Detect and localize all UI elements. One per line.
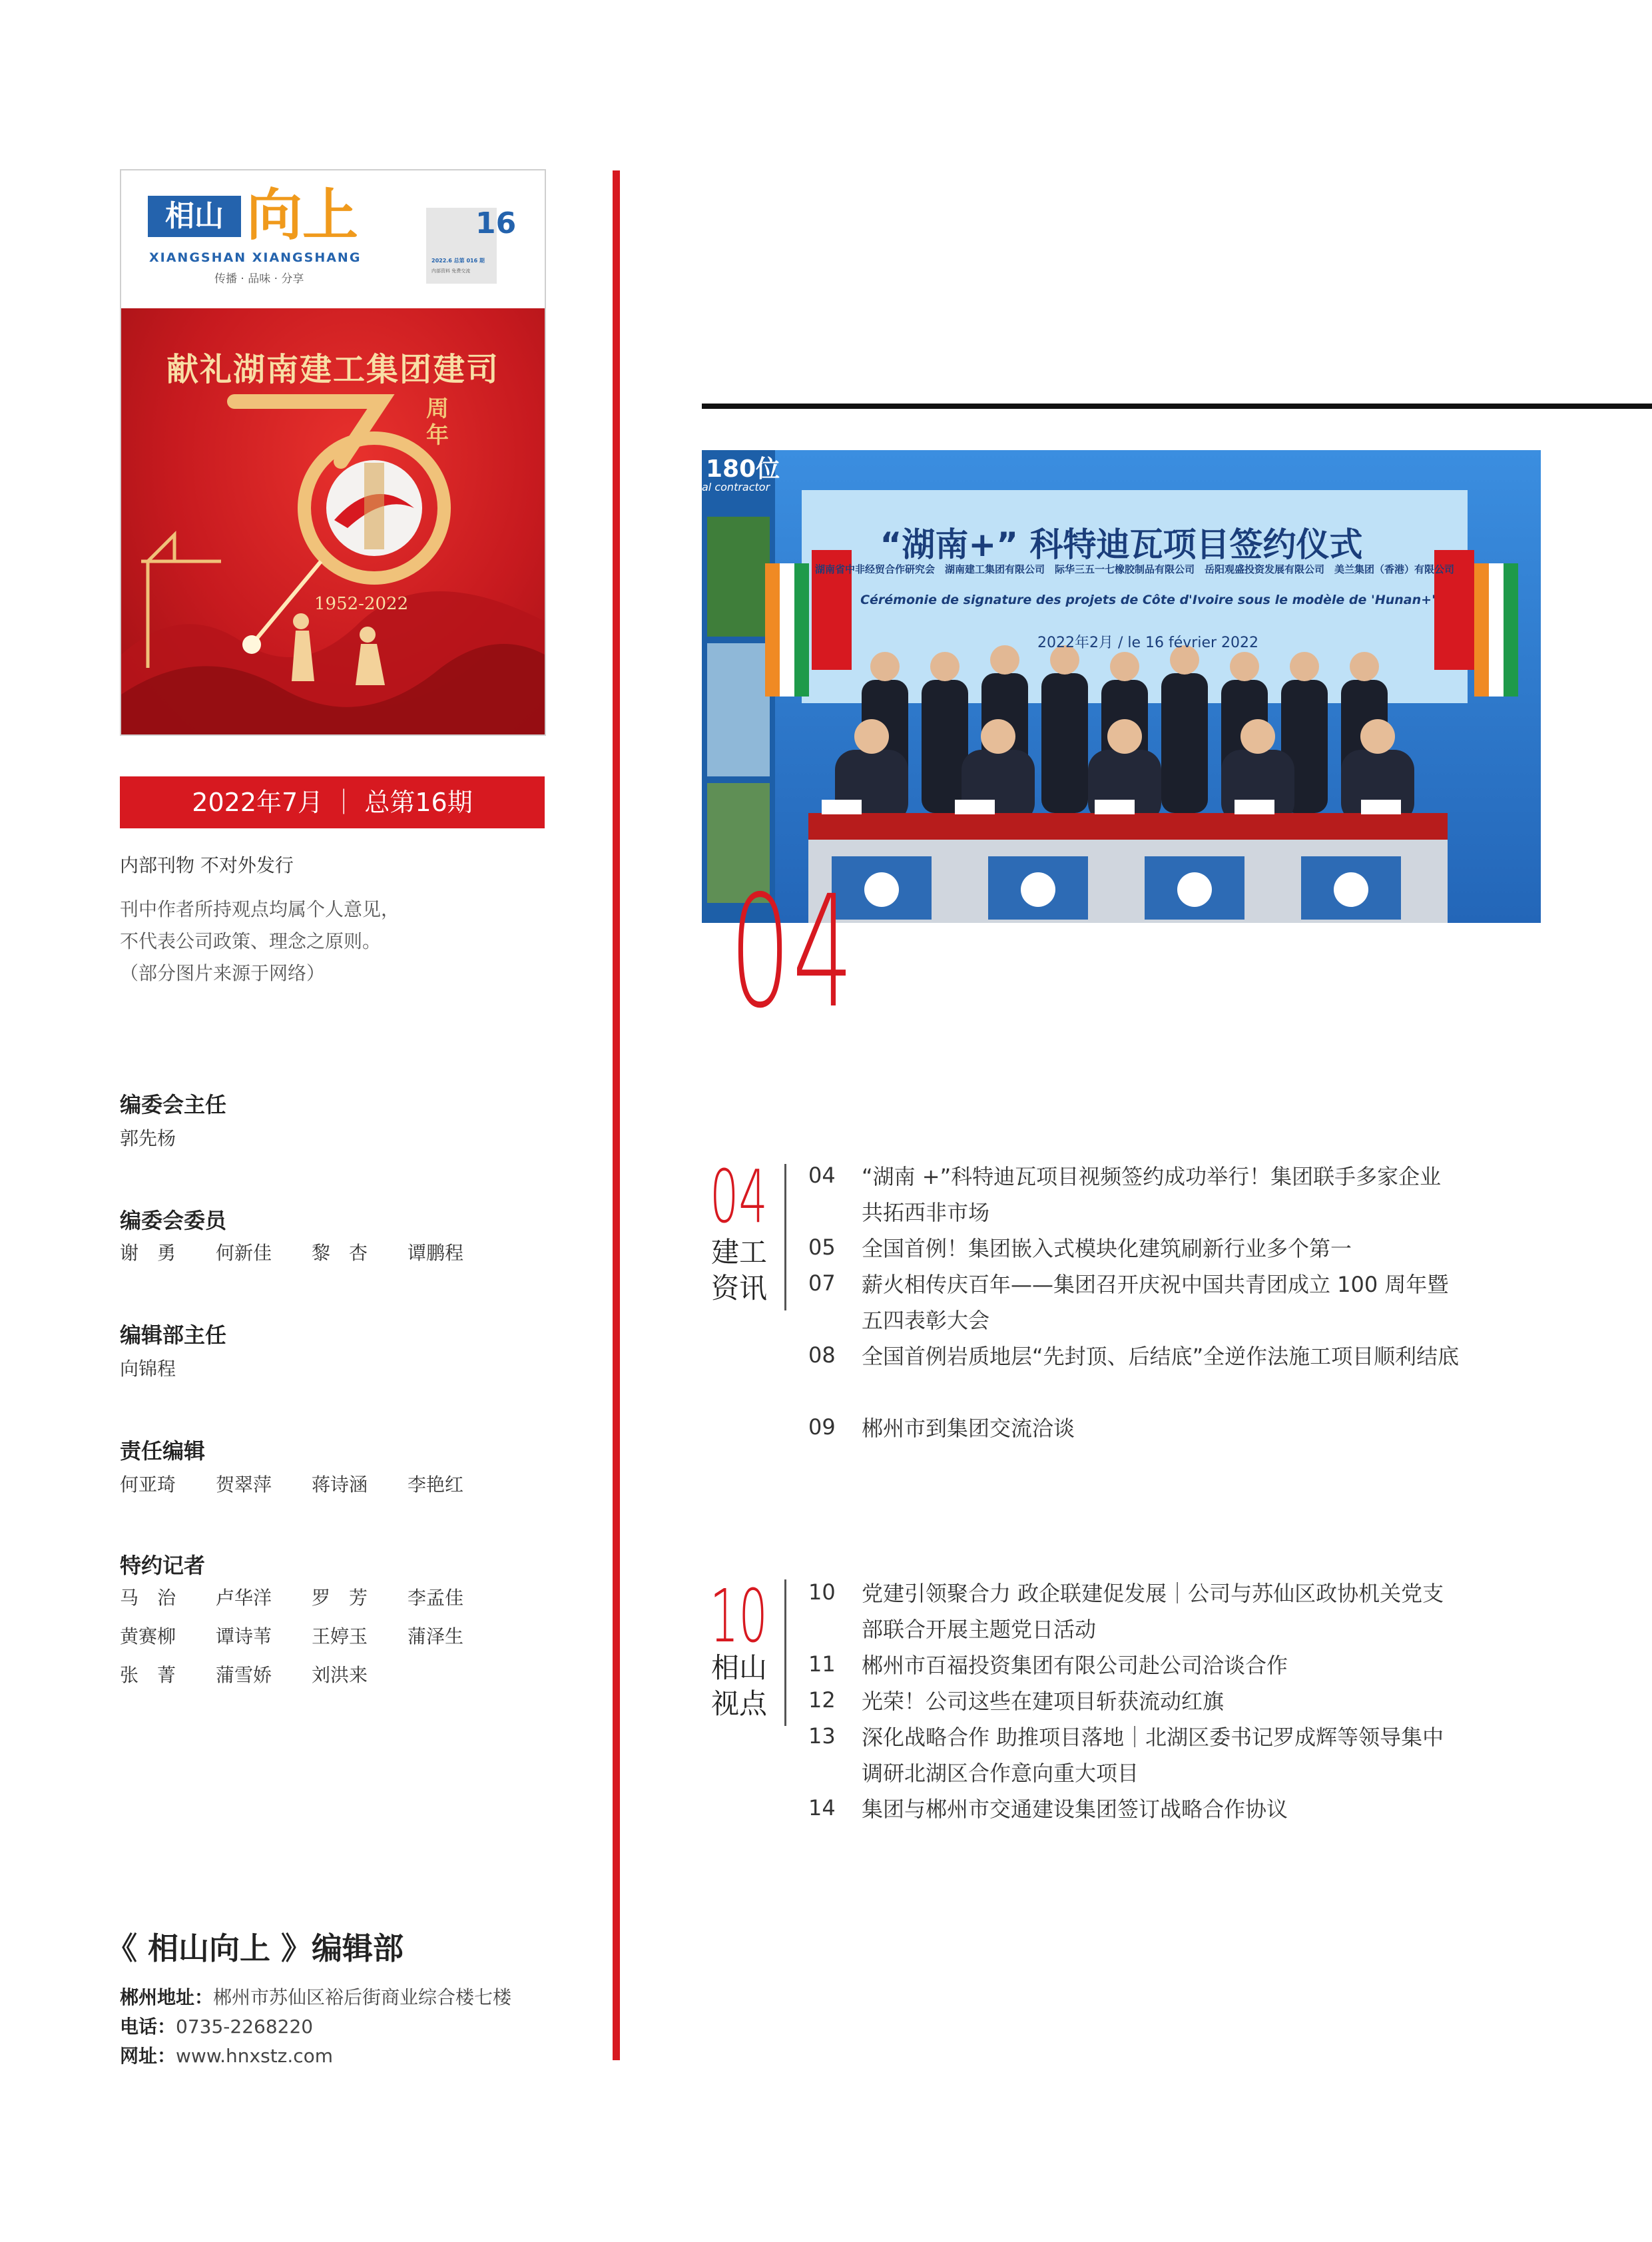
- editorial-name: 王婷玉: [312, 1625, 368, 1647]
- editorial-name: 向锦程: [120, 1358, 176, 1380]
- cover-anniversary-label: 周年: [426, 396, 449, 449]
- editorial-name: 李艳红: [408, 1474, 464, 1496]
- backdrop-title: “湖南+” 科特迪瓦项目签约仪式: [880, 525, 1363, 564]
- toc-entry[interactable]: 深化战略合作 助推项目落地｜北湖区委书记罗成辉等领导集中调研北湖区合作意向重大项目: [862, 1725, 1444, 1786]
- editorial-name: 黎 杏: [312, 1242, 368, 1264]
- editorial-name: 卢华洋: [216, 1587, 272, 1609]
- issue-date-bar: 2022年7月 ｜ 总第16期: [120, 776, 545, 828]
- cover-header: [121, 170, 545, 308]
- issue-number: 16: [475, 206, 517, 240]
- editorial-title: 编委会委员: [120, 1208, 227, 1233]
- toc-page: 10: [808, 1579, 836, 1605]
- editorial-name: 蒲泽生: [408, 1625, 464, 1647]
- toc-entry[interactable]: 全国首例！集团嵌入式模块化建筑刷新行业多个第一: [862, 1236, 1352, 1261]
- issue-note-small: 内部资料 免费交流: [431, 268, 471, 274]
- editorial-name: 谭鹏程: [408, 1242, 464, 1264]
- editorial-title: 编委会主任: [120, 1092, 227, 1117]
- editorial-title: 特约记者: [120, 1553, 206, 1578]
- cover-title: 献礼湖南建工集团建司: [166, 351, 499, 388]
- editorial-name: 何亚琦: [120, 1474, 176, 1496]
- contact-phone-label: 电话：: [120, 2016, 176, 2038]
- cover-years: 1952-2022: [314, 594, 409, 614]
- signing-ceremony-photo: [702, 450, 1541, 923]
- poster-caption: al contractor: [702, 481, 770, 493]
- section-name: 相山视点: [711, 1651, 768, 1720]
- section-number: 04: [710, 1154, 768, 1239]
- editorial-title: 责任编辑: [120, 1438, 206, 1464]
- backdrop-date: 2022年2月 / le 16 février 2022: [1037, 635, 1259, 651]
- backdrop-organizations: 湖南省中非经贸合作研究会 湖南建工集团有限公司 际华三五一七橡胶制品有限公司 岳阳观盛投资发展有限公司 美兰集团（香港）有限公司: [815, 563, 1455, 575]
- toc-page: 13: [808, 1723, 836, 1749]
- toc-page: 11: [808, 1651, 836, 1677]
- toc-page: 04: [808, 1163, 836, 1188]
- toc-page: 07: [808, 1270, 836, 1296]
- editorial-name: 谢 勇: [120, 1242, 176, 1264]
- toc-entry[interactable]: 郴州市百福投资集团有限公司赴公司洽谈合作: [862, 1653, 1288, 1678]
- disclaimer-line-3: （部分图片来源于网络）: [120, 962, 326, 984]
- contact-website-label: 网址：: [120, 2045, 176, 2067]
- section-number: 10: [710, 1573, 768, 1659]
- logo-blue: 相山: [148, 196, 241, 237]
- editorial-department: 《 相山向上 》编辑部: [107, 1930, 404, 1966]
- contact-website: [120, 2042, 333, 2068]
- disclaimer-line-2: 不代表公司政策、理念之原则。: [120, 930, 382, 952]
- contact-phone: [120, 2012, 313, 2039]
- contact-phone-value: 0735-2268220: [176, 2016, 314, 2038]
- editorial-name: 李孟佳: [408, 1587, 464, 1609]
- toc-entry[interactable]: 郴州市到集团交流洽谈: [862, 1416, 1075, 1441]
- editorial-name: 贺翠萍: [216, 1474, 272, 1496]
- toc-entry[interactable]: 光荣！公司这些在建项目斩获流动红旗: [862, 1689, 1225, 1714]
- contact-address-label: 郴州地址：: [120, 1986, 214, 2008]
- toc-page: 08: [808, 1342, 836, 1368]
- internal-notice: 内部刊物 不对外发行: [120, 854, 294, 876]
- logo-pinyin: XIANGSHAN XIANGSHANG: [149, 250, 362, 265]
- toc-entry[interactable]: 全国首例岩质地层“先封顶、后结底”全逆作法施工项目顺利结底: [862, 1344, 1460, 1369]
- disclaimer-line-1: 刊中作者所持观点均属个人意见，: [120, 898, 400, 920]
- toc-page: 05: [808, 1235, 836, 1260]
- toc-entry[interactable]: 党建引领聚合力 政企联建促发展｜公司与苏仙区政协机关党支部联合开展主题党日活动: [862, 1581, 1444, 1642]
- editorial-name: 何新佳: [216, 1242, 272, 1264]
- contact-address-value: 郴州市苏仙区裕后街商业综合楼七楼: [213, 1986, 512, 2008]
- toc-page: 12: [808, 1687, 836, 1713]
- issue-date-small: 2022.6 总第 016 期: [431, 258, 485, 264]
- poster-badge: 180位: [706, 455, 780, 483]
- featured-page-number: 04: [730, 862, 855, 1042]
- toc-entry[interactable]: “湖南 +”科特迪瓦项目视频签约成功举行！集团联手多家企业共拓西非市场: [862, 1164, 1442, 1225]
- magazine-cover: [120, 169, 546, 736]
- top-rule: [702, 404, 1652, 409]
- editorial-name: 罗 芳: [312, 1587, 368, 1609]
- editorial-name: 郭先杨: [120, 1127, 176, 1149]
- logo-slogan: 传播 · 品味 · 分享: [214, 272, 304, 286]
- section-name: 建工资讯: [711, 1236, 768, 1304]
- toc-entry[interactable]: 薪火相传庆百年——集团召开庆祝中国共青团成立 100 周年暨五四表彰大会: [862, 1272, 1449, 1333]
- editorial-name: 马 治: [120, 1587, 176, 1609]
- editorial-name: 刘洪来: [312, 1664, 368, 1686]
- toc-page: 09: [808, 1414, 836, 1440]
- editorial-name: 蒋诗涵: [312, 1474, 368, 1496]
- section-divider: [784, 1579, 786, 1726]
- editorial-name: 蒲雪娇: [216, 1664, 272, 1686]
- contact-address: [120, 1983, 511, 2010]
- editorial-name: 张 菁: [120, 1664, 176, 1686]
- contact-website-value[interactable]: www.hnxstz.com: [176, 2045, 334, 2067]
- editorial-name: 谭诗苇: [216, 1625, 272, 1647]
- vertical-divider: [613, 170, 620, 2060]
- editorial-title: 编辑部主任: [120, 1322, 227, 1348]
- toc-entry[interactable]: 集团与郴州市交通建设集团签订战略合作协议: [862, 1797, 1288, 1822]
- backdrop-french-title: Cérémonie de signature des projets de Côte d'Ivoire sous le modèle de 'Hunan+': [860, 593, 1436, 607]
- toc-page: 14: [808, 1795, 836, 1821]
- logo-orange: 向上: [246, 182, 359, 248]
- editorial-name: 黄赛柳: [120, 1625, 176, 1647]
- section-divider: [784, 1164, 786, 1310]
